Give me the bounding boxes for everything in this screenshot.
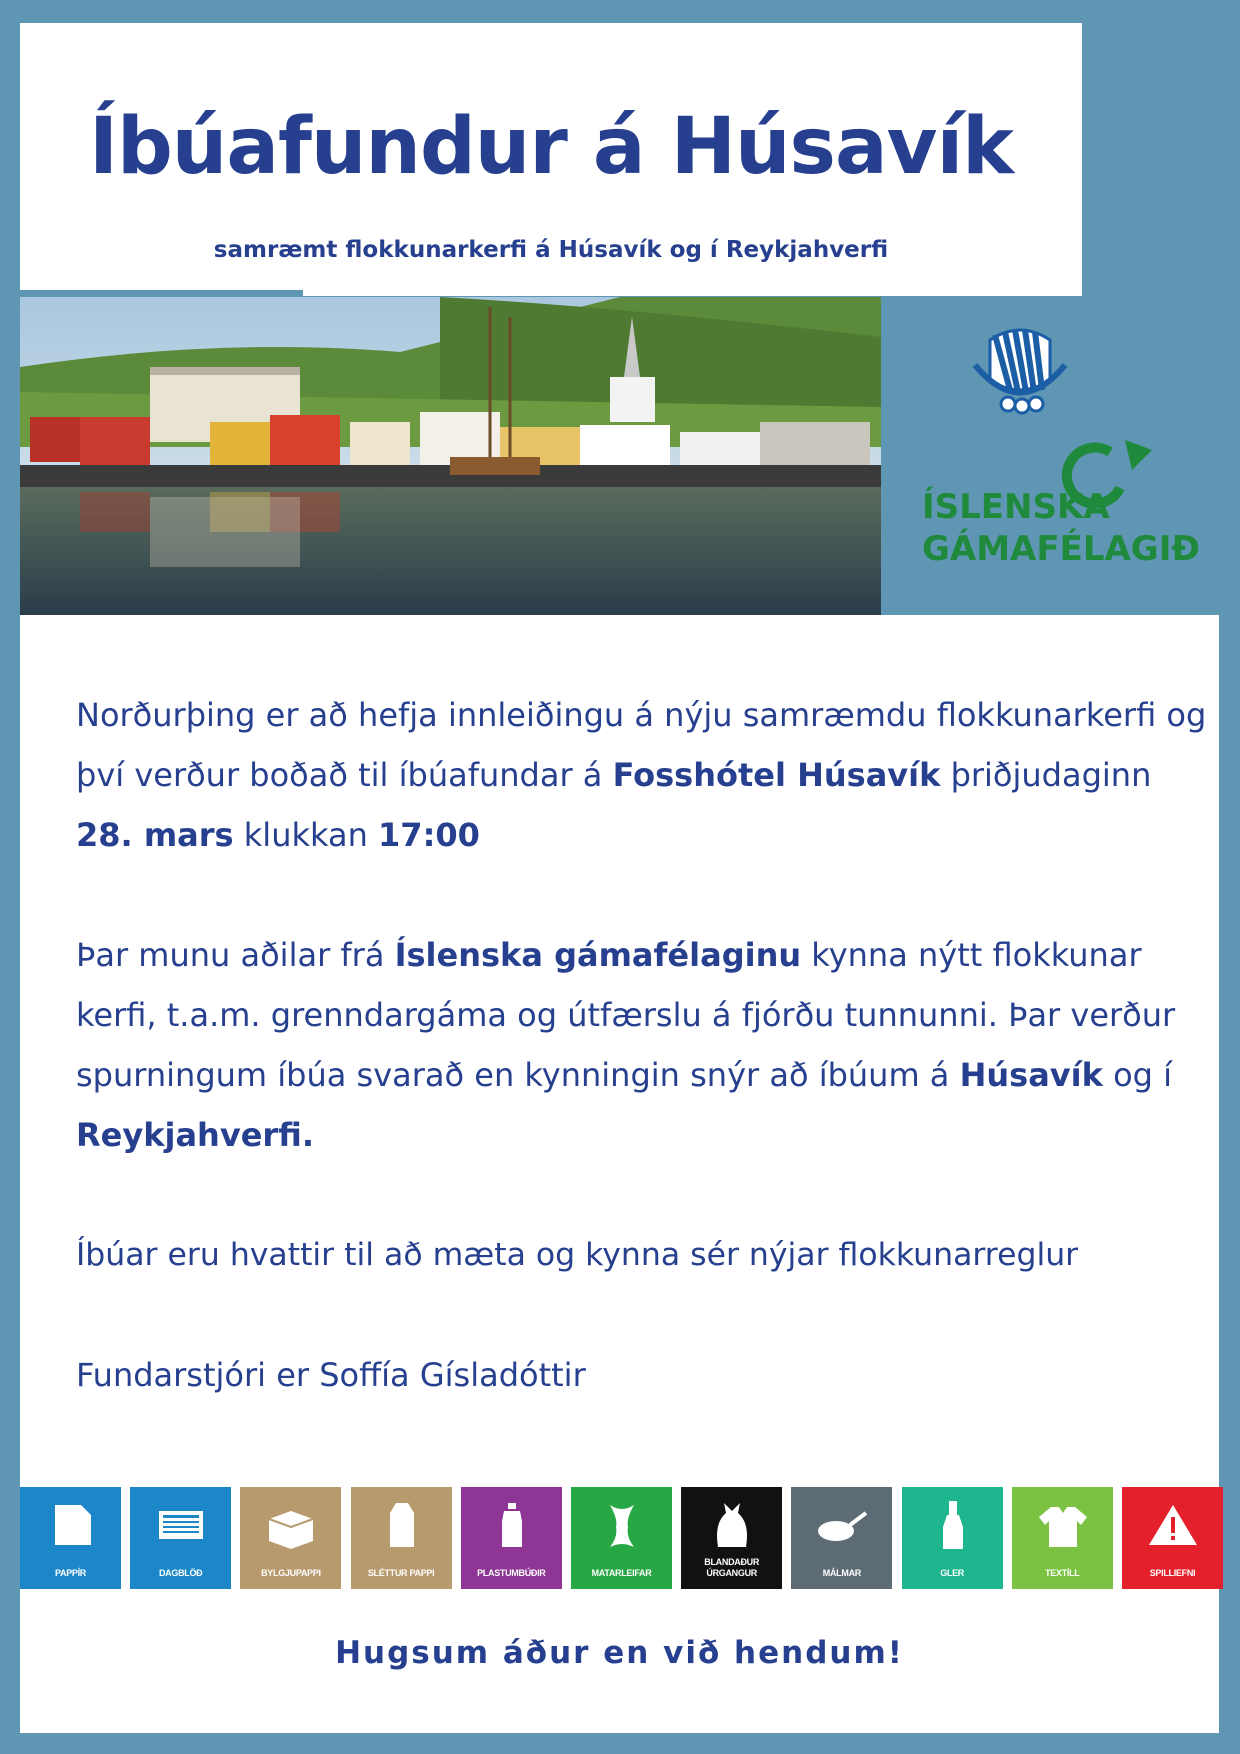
page-subtitle: samræmt flokkunarkerfi á Húsavík og í Reykjahverfi	[213, 237, 889, 263]
harbor-photo	[20, 297, 881, 615]
main-panel	[20, 615, 1219, 1733]
bin-newspaper	[130, 1487, 231, 1589]
bin-label: SPILLIEFNI	[1149, 1568, 1196, 1578]
newspaper-icon	[155, 1501, 207, 1551]
bottle-icon	[486, 1501, 538, 1551]
sorting-bins	[20, 1487, 1219, 1589]
bin-label: SLÉTTUR PAPPI	[367, 1568, 435, 1578]
bin-label: MÁLMAR	[822, 1568, 861, 1578]
logo	[900, 320, 1220, 590]
page-title: Íbúafundur á Húsavík	[88, 102, 1014, 192]
bin-label: MATARLEIFAR	[591, 1568, 652, 1578]
bin-bottle	[461, 1487, 562, 1589]
bin-label: DAGBLÖÐ	[158, 1568, 203, 1578]
bin-trash-bag	[681, 1487, 782, 1589]
paragraph-1: Norðurþing er að hefja innleiðingu á nýju samræmdu flokkunarkerfi og því verður boðað til íbúafundar á Fosshótel Húsavík þriðjudaginn 28. mars klukkan 17:00	[76, 696, 1207, 854]
bin-label: TEXTÍLL	[1045, 1568, 1080, 1578]
paper-icon	[45, 1501, 97, 1551]
bin-warning	[1122, 1487, 1223, 1589]
bin-label: PLASTUMBÚÐIR	[477, 1568, 546, 1578]
divider	[20, 290, 303, 296]
bin-pan	[791, 1487, 892, 1589]
bin-box	[240, 1487, 341, 1589]
bin-glass-bottle	[902, 1487, 1003, 1589]
paragraph-2: Þar munu aðilar frá Íslenska gámafélaginu kynna nýtt flokkunar kerfi, t.a.m. grenndargáma og útfærslu á fjórðu tunnunni. Þar verður spurningum íbúa svarað en kynningin snýr að íbúum á Húsavík og í Reykjahverfi.	[76, 936, 1176, 1154]
logo-line1: ÍSLENSKA	[922, 487, 1110, 527]
bin-label: BYLGJUPAPPI	[261, 1568, 321, 1578]
ship-emblem-icon	[975, 330, 1065, 413]
apple-core-icon	[596, 1501, 648, 1551]
shirt-icon	[1037, 1501, 1089, 1551]
pan-icon	[816, 1501, 868, 1551]
footer-slogan: Hugsum áður en við hendum!	[335, 1635, 904, 1671]
box-icon	[265, 1501, 317, 1551]
bin-apple-core	[571, 1487, 672, 1589]
paragraph-3: Íbúar eru hvattir til að mæta og kynna sér nýjar flokkunarreglur	[76, 1237, 1079, 1273]
bin-carton	[351, 1487, 452, 1589]
bin-paper	[20, 1487, 121, 1589]
bin-label: GLER	[940, 1568, 964, 1578]
paragraph-4: Fundarstjóri er Soffía Gísladóttir	[76, 1356, 586, 1394]
trash-bag-icon	[706, 1501, 758, 1551]
bin-shirt	[1012, 1487, 1113, 1589]
bin-label: BLANDAÐUR ÚRGANGUR	[704, 1557, 760, 1578]
warning-icon	[1147, 1501, 1199, 1551]
bin-label: PAPPÍR	[54, 1568, 87, 1578]
glass-bottle-icon	[927, 1501, 979, 1551]
title-box	[20, 23, 1082, 296]
carton-icon	[376, 1501, 428, 1551]
logo-line2: GÁMAFÉLAGIÐ	[922, 529, 1200, 569]
body-text	[76, 685, 1216, 1465]
